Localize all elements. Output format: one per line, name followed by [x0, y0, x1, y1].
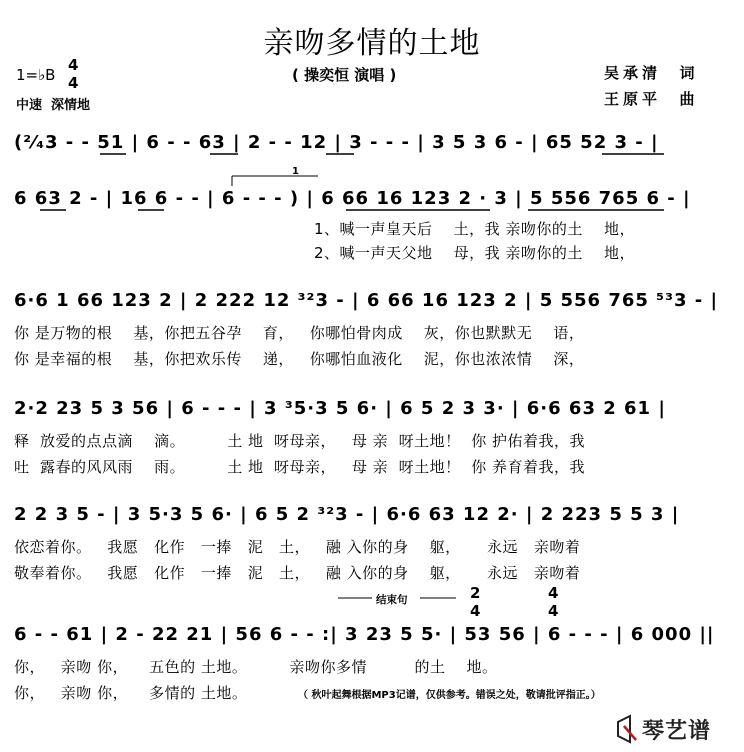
lyrics-verse2-line1: 2、喊一声天父地 母，我 亲吻你的土 地， [314, 244, 635, 262]
score-system-2: 6 63 2 - | 16 6 - - | 6 - - - ) | 6 66 16 123 2 · 3 | 5 556 765 6 - | [14, 188, 691, 209]
mid-time-signature-top: 2 [470, 584, 481, 602]
watermark-text: 琴艺谱 [642, 719, 712, 744]
tempo-marking: 中速 深情地 [16, 98, 91, 113]
lyrics-verse1-line1: 1、喊一声皇天后 土，我 亲吻你的土 地， [314, 220, 635, 238]
lyrics-verse1-line2: 你 是万物的根 基，你把五谷孕 育， 你哪怕骨肉成 灰，你也默默无 语， [14, 324, 585, 342]
lyrics-verse2-line5: 你， 亲吻 你， 多情的 土地。 [14, 684, 248, 702]
score-system-6: 6 - - 61 | 2 - 22 21 | 56 6 - - :| 3 23 5 5· | 53 56 | 6 - - - | 6 000 || [14, 624, 715, 645]
mid-time-signature-bottom: 4 [470, 602, 481, 620]
score-system-3: 6·6 1 66 123 2 | 2 222 12 ³²3 - | 6 66 16 123 2 | 5 556 765 ⁵³3 - | [14, 290, 719, 311]
lyrics-verse2-line3: 吐 露春的风风雨 雨。 土 地 呀母亲， 母 亲 呀土地！ 你 养育着我，我 [14, 458, 585, 476]
mid-time-signature-bottom-2: 4 [548, 602, 559, 620]
time-signature-top: 4 [68, 56, 79, 74]
time-signature-bottom: 4 [68, 74, 79, 92]
lyrics-verse1-line5: 你， 亲吻 你， 五色的 土地。 亲吻你多情 的土 地。 [14, 658, 498, 676]
lyrics-verse1-line3: 释 放爱的点点滴 滴。 土 地 呀母亲， 母 亲 呀土地！ 你 护佑着我，我 [14, 432, 585, 450]
score-system-1: (²⁄₄3 - - 51 | 6 - - 63 | 2 - - 12 | 3 - - - | 3 5 3 6 - | 65 52 3 - | [14, 132, 659, 153]
lyrics-verse2-line4: 敬奉着你。 我愿 化作 一捧 泥 土， 融 入你的身 躯， 永远 亲吻着 [14, 564, 581, 582]
lyricist-credit: 吴承清 词 [604, 64, 699, 82]
song-title: 亲吻多情的土地 [263, 26, 481, 61]
mid-time-signature-top-2: 4 [548, 584, 559, 602]
ending-phrase-label: 结束句 [376, 594, 408, 606]
score-system-4: 2·2 23 5 3 56 | 6 - - - | 3 ³5·3 5 6· | 6 5 2 3 3· | 6·6 63 2 61 | [14, 398, 666, 419]
volta-bracket-label: 1 [292, 166, 300, 177]
composer-credit: 王原平 曲 [604, 90, 699, 108]
key-signature: 1=♭B [16, 66, 56, 84]
lyrics-verse2-line2: 你 是幸福的根 基，你把欢乐传 递， 你哪怕血液化 泥，你也浓浓情 深， [14, 350, 585, 368]
transcription-footnote: （ 秋叶起舞根据MP3记谱，仅供参考。错误之处，敬请批评指正。） [298, 690, 601, 701]
score-system-5: 2 2 3 5 - | 3 5·3 5 6· | 6 5 2 ³²3 - | 6·6 63 12 2· | 2 223 5 5 3 | [14, 504, 680, 525]
lyrics-verse1-line4: 依恋着你。 我愿 化作 一捧 泥 土， 融 入你的身 躯， 永远 亲吻着 [14, 538, 581, 556]
singer-credit: ( 操奕恒 演唱 ) [292, 66, 397, 84]
